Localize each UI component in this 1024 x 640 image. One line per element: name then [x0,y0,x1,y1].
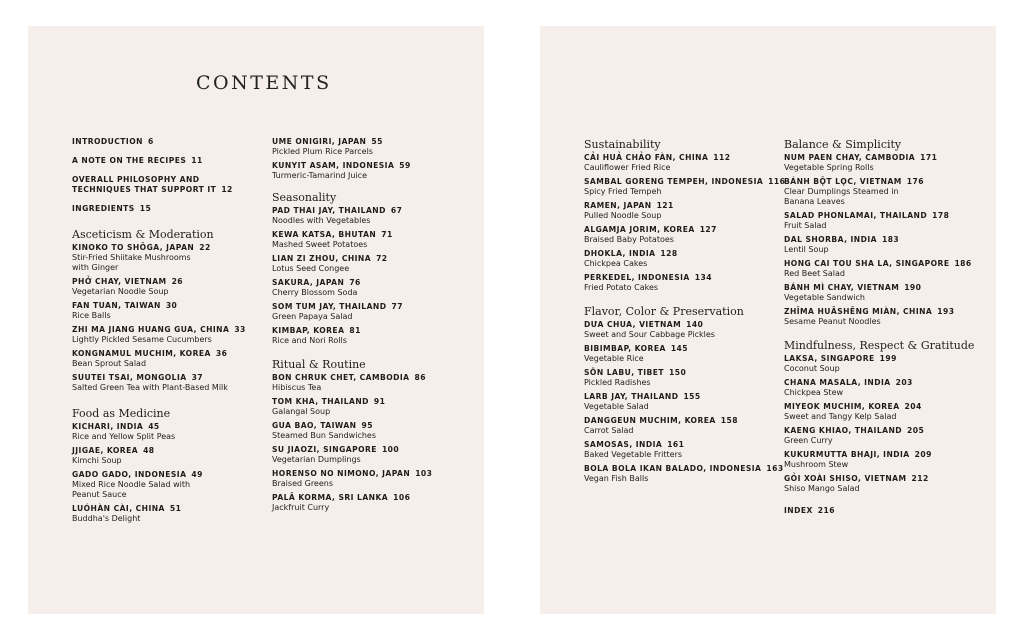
entry-heading: DƯA CHUA, VIETNAM [584,320,682,329]
entry-description: Braised Greens [272,479,334,488]
entry-page: 15 [139,204,152,213]
toc-entry[interactable] [272,493,478,513]
toc-entry[interactable] [584,416,784,436]
toc-entry[interactable] [784,426,990,446]
entry-description: Red Beet Salad [784,269,845,278]
entry-description: Vegetarian Dumplings [272,455,361,464]
toc-entry[interactable] [72,504,272,524]
entry-page: 86 [414,373,426,382]
entry-description: Shiso Mango Salad [784,484,860,493]
entry-description: Salted Green Tea with Plant-Based Milk [72,383,228,392]
entry-page: 134 [694,273,712,282]
entry-heading: BON CHRUK CHET, CAMBODIA [272,373,410,382]
entry-page: 55 [371,137,383,146]
toc-entry[interactable] [784,378,990,398]
entry-page: 150 [669,368,687,377]
entry-heading: TOM KHA, THAILAND [272,397,369,406]
toc-entry[interactable] [72,349,272,369]
toc-entry[interactable] [72,446,272,466]
entry-description: Baked Vegetable Fritters [584,450,683,459]
entry-heading: KUNYIT ASAM, INDONESIA [272,161,395,170]
toc-entry[interactable] [784,307,990,327]
entry-description: Rice and Nori Rolls [272,336,347,345]
section-title: Asceticism & Moderation [72,228,214,241]
entry-heading: NUM PAEN CHAY, CAMBODIA [784,153,916,162]
toc-entry[interactable] [72,204,272,214]
entry-page: 37 [191,373,204,382]
entry-page: 59 [399,161,411,170]
entry-page: 106 [393,493,411,502]
entry-page: 204 [904,402,922,411]
entry-heading: KEWA KATSA, BHUTAN [272,230,377,239]
toc-entry[interactable] [272,137,478,157]
entry-description: Jackfruit Curry [272,503,330,512]
entry-description: Vegetarian Noodle Soup [72,287,169,296]
entry-description: Mashed Sweet Potatoes [272,240,368,249]
toc-entry[interactable] [72,325,272,345]
entry-description: Chickpea Cakes [584,259,648,268]
entry-heading: PALĀ KORMA, SRI LANKA [272,493,389,502]
toc-entry[interactable] [784,211,990,231]
entry-description: Vegetable Rice [584,354,644,363]
entry-description: Mushroom Stew [784,460,849,469]
toc-entry[interactable] [784,259,990,279]
entry-heading: KINOKO TO SHŌGA, JAPAN [72,243,195,252]
toc-entry[interactable] [784,235,990,255]
entry-page: 116 [768,177,786,186]
entry-page: 72 [376,254,388,263]
entry-page: 26 [171,277,184,286]
entry-heading: SAMOSAS, INDIA [584,440,663,449]
entry-page: 91 [373,397,386,406]
toc-entry[interactable] [784,354,990,374]
entry-description: Kimchi Soup [72,456,122,465]
entry-heading: ZHI MA JIANG HUANG GUA, CHINA [72,325,230,334]
entry-description: Vegetable Salad [584,402,649,411]
right-col-1 [584,138,784,484]
entry-heading: HORENSO NO NIMONO, JAPAN [272,469,411,478]
entry-heading: DHOKLA, INDIA [584,249,656,258]
entry-page: 67 [390,206,403,215]
entry-description: Cherry Blossom Soda [272,288,358,297]
toc-entry[interactable] [584,344,784,364]
entry-description: Carrot Salad [584,426,634,435]
entry-page: 178 [932,211,950,220]
entry-heading: A NOTE ON THE RECIPES [72,156,187,165]
entry-description: Pickled Plum Rice Parcels [272,147,373,156]
section-title: Food as Medicine [72,407,171,420]
toc-entry[interactable] [72,175,272,195]
entry-heading: SÖN LABU, TIBET [584,368,665,377]
entry-description: Chickpea Stew [784,388,844,397]
entry-description: Bean Sprout Salad [72,359,147,368]
toc-entry[interactable] [272,326,478,346]
toc-entry[interactable] [584,153,784,173]
toc-entry[interactable] [784,474,990,494]
entry-page: 190 [904,283,922,292]
entry-description: Sweet and Sour Cabbage Pickles [584,330,715,339]
entry-description: Rice and Yellow Split Peas [72,432,176,441]
toc-entry[interactable] [72,243,272,273]
toc-entry[interactable] [784,402,990,422]
entry-page: 155 [683,392,701,401]
toc-entry[interactable] [784,177,990,207]
entry-description: Buddha's Delight [72,514,141,523]
entry-description: Rice Balls [72,311,111,320]
entry-description: Lentil Soup [784,245,829,254]
entry-description: Pulled Noodle Soup [584,211,662,220]
toc-entry[interactable] [272,421,478,441]
entry-description: Fried Potato Cakes [584,283,659,292]
entry-heading: HONG CAI TOU SHA LA, SINGAPORE [784,259,950,268]
entry-heading: DANGGEUN MUCHIM, KOREA [584,416,716,425]
entry-page: 128 [660,249,678,258]
entry-heading: SOM TUM JAY, THAILAND [272,302,387,311]
entry-page: 161 [667,440,685,449]
entry-page: 100 [381,445,400,454]
entry-heading: LUÓHÀN CÀI, CHINA [72,504,165,513]
entry-description: Fruit Salad [784,221,827,230]
entry-page: 140 [686,320,704,329]
entry-description: Cauliflower Fried Rice [584,163,671,172]
toc-entry[interactable] [784,283,990,303]
entry-page: 203 [895,378,913,387]
entry-description: Vegetable Sandwich [784,293,865,302]
toc-entry[interactable] [72,156,272,166]
entry-heading: GADO GADO, INDONESIA [72,470,187,479]
toc-entry[interactable] [584,249,784,269]
entry-heading: GỎI XOÀI SHISO, VIETNAM [784,474,907,483]
entry-heading: BÁNH BỘT LỌC, VIETNAM [784,177,902,186]
section-title: Ritual & Routine [272,358,366,371]
entry-page: 49 [191,470,203,479]
entry-heading: ZHĪMA HUĀSHĒNG MIÀN, CHINA [784,307,933,316]
toc-entry[interactable] [272,230,478,250]
entry-page: 171 [920,153,938,162]
left-col-1 [72,137,272,524]
entry-page: 51 [169,504,182,513]
toc-entry[interactable] [784,450,990,470]
entry-page: 36 [215,349,228,358]
entry-heading: PAD THAI JAY, THAILAND [272,206,386,215]
toc-entry[interactable] [584,368,784,388]
entry-heading: CẢI HUẢ CHẢO FÀN, CHINA [584,153,709,162]
entry-heading: SALAD PHONLAMAI, THAILAND [784,211,928,220]
section-title: Balance & Simplicity [784,138,902,151]
entry-page: 193 [937,307,955,316]
entry-description: Clear Dumplings Steamed in [784,187,899,196]
entry-heading: LIAN ZI ZHOU, CHINA [272,254,372,263]
entry-page: 103 [415,469,433,478]
entry-description: Pickled Radishes [584,378,651,387]
entry-page: 77 [391,302,403,311]
entry-heading: KUKURMUTTA BHAJI, INDIA [784,450,910,459]
section-title: Seasonality [272,191,337,204]
entry-heading: BOLA BOLA IKAN BALADO, INDONESIA [584,464,762,473]
toc-entry[interactable] [784,153,990,173]
entry-page: 183 [881,235,900,244]
entry-heading: KAENG KHIAO, THAILAND [784,426,903,435]
entry-description: Steamed Bun Sandwiches [272,431,376,440]
entry-heading: PERKEDEL, INDONESIA [584,273,690,282]
toc-entry[interactable] [584,440,784,460]
entry-heading: LARB JAY, THAILAND [584,392,679,401]
entry-page: 22 [199,243,211,252]
entry-page: 199 [879,354,897,363]
entry-heading: SAKURA, JAPAN [272,278,345,287]
toc-entry-index[interactable] [784,506,990,516]
entry-heading: INTRODUCTION [72,137,143,146]
entry-description: Peanut Sauce [72,490,127,499]
left-page [28,26,484,614]
entry-heading: GUA BAO, TAIWAN [272,421,357,430]
entry-page: 30 [165,301,178,310]
entry-page: 33 [234,325,246,334]
entry-heading: PHỞ CHAY, VIETNAM [72,277,167,286]
entry-page: 121 [656,201,674,210]
entry-description: Sweet and Tangy Kelp Salad [784,412,897,421]
entry-heading: TECHNIQUES THAT SUPPORT IT [72,185,217,194]
entry-heading: OVERALL PHILOSOPHY AND [72,175,200,184]
entry-page: 11 [191,156,203,165]
toc-entry[interactable] [272,161,478,181]
entry-description: Sesame Peanut Noodles [784,317,881,326]
entry-description: Stir-Fried Shiitake Mushrooms [72,253,191,262]
toc-entry[interactable] [272,445,478,465]
entry-description: Vegan Fish Balls [584,474,649,483]
entry-heading: UME ONIGIRI, JAPAN [272,137,367,146]
entry-page: 216 [817,506,835,515]
entry-page: 76 [349,278,361,287]
entry-page: 145 [670,344,689,353]
entry-page: 71 [381,230,393,239]
toc-entry[interactable] [272,278,478,298]
entry-heading: BIBIMBAP, KOREA [584,344,666,353]
toc-entry[interactable] [584,177,784,197]
entry-heading: MIYEOK MUCHIM, KOREA [784,402,900,411]
entry-heading: BÁNH MÌ CHAY, VIETNAM [784,283,900,292]
toc-entry[interactable] [72,137,272,147]
toc-entry[interactable] [72,422,272,442]
toc-entry[interactable] [72,277,272,297]
entry-heading: RAMEN, JAPAN [584,201,652,210]
contents-title: CONTENTS [196,72,332,94]
entry-heading: KIMBAP, KOREA [272,326,345,335]
toc-entry[interactable] [584,225,784,245]
entry-description: Spicy Fried Tempeh [584,187,662,196]
toc-entry[interactable] [584,201,784,221]
entry-page: 163 [766,464,784,473]
entry-page: 112 [713,153,731,162]
toc-entry[interactable] [272,373,478,393]
toc-entry[interactable] [272,254,478,274]
entry-description: Banana Leaves [784,197,845,206]
toc-entry[interactable] [272,302,478,322]
entry-page: 158 [720,416,738,425]
entry-description: Noodles with Vegetables [272,216,371,225]
entry-page: 95 [361,421,373,430]
entry-page: 45 [148,422,160,431]
entry-heading: SAMBAL GORENG TEMPEH, INDONESIA [584,177,764,186]
toc-entry[interactable] [272,206,478,226]
toc-entry[interactable] [272,469,478,489]
toc-entry[interactable] [584,464,784,484]
entry-page: 81 [349,326,361,335]
entry-page: 12 [221,185,233,194]
entry-description: Lightly Pickled Sesame Cucumbers [72,335,212,344]
entry-description: Braised Baby Potatoes [584,235,674,244]
toc-entry[interactable] [72,470,272,500]
entry-heading: SU JIAOZI, SINGAPORE [272,445,377,454]
section-title: Flavor, Color & Preservation [584,305,744,318]
section-title: Sustainability [584,138,661,151]
entry-heading: DAL SHORBA, INDIA [784,235,877,244]
entry-heading: FAN TUAN, TAIWAN [72,301,161,310]
entry-heading: INGREDIENTS [72,204,135,213]
left-col-2 [272,137,478,513]
entry-description: Vegetable Spring Rolls [784,163,874,172]
entry-page: 186 [954,259,972,268]
section-title: Mindfulness, Respect & Gratitude [784,339,975,352]
toc-entry[interactable] [584,273,784,293]
entry-description: Lotus Seed Congee [272,264,350,273]
entry-heading: CHANA MASALA, INDIA [784,378,891,387]
entry-page: 209 [914,450,932,459]
entry-page: 6 [147,137,154,146]
entry-page: 205 [907,426,925,435]
entry-heading: LAKSA, SINGAPORE [784,354,875,363]
entry-description: Mixed Rice Noodle Salad with [72,480,191,489]
entry-heading: INDEX [784,506,813,515]
entry-description: Galangal Soup [272,407,331,416]
toc-entry[interactable] [584,392,784,412]
entry-heading: KICHARI, INDIA [72,422,144,431]
toc-entry[interactable] [72,301,272,321]
entry-description: Green Curry [784,436,833,445]
entry-description: with Ginger [72,263,119,272]
entry-description: Coconut Soup [784,364,840,373]
entry-page: 127 [699,225,717,234]
entry-page: 212 [911,474,929,483]
entry-description: Hibiscus Tea [272,383,322,392]
toc-entry[interactable] [584,320,784,340]
entry-description: Turmeric-Tamarind Juice [272,171,368,180]
entry-heading: KONGNAMUL MUCHIM, KOREA [72,349,211,358]
entry-heading: ALGAMJA JORIM, KOREA [584,225,695,234]
toc-entry[interactable] [72,373,272,393]
right-page [540,26,996,614]
entry-description: Green Papaya Salad [272,312,353,321]
right-col-2 [784,138,990,516]
entry-heading: JJIGAE, KOREA [72,446,139,455]
entry-heading: SUUTEI TSAI, MONGOLIA [72,373,187,382]
entry-page: 176 [906,177,924,186]
entry-page: 48 [143,446,155,455]
toc-entry[interactable] [272,397,478,417]
